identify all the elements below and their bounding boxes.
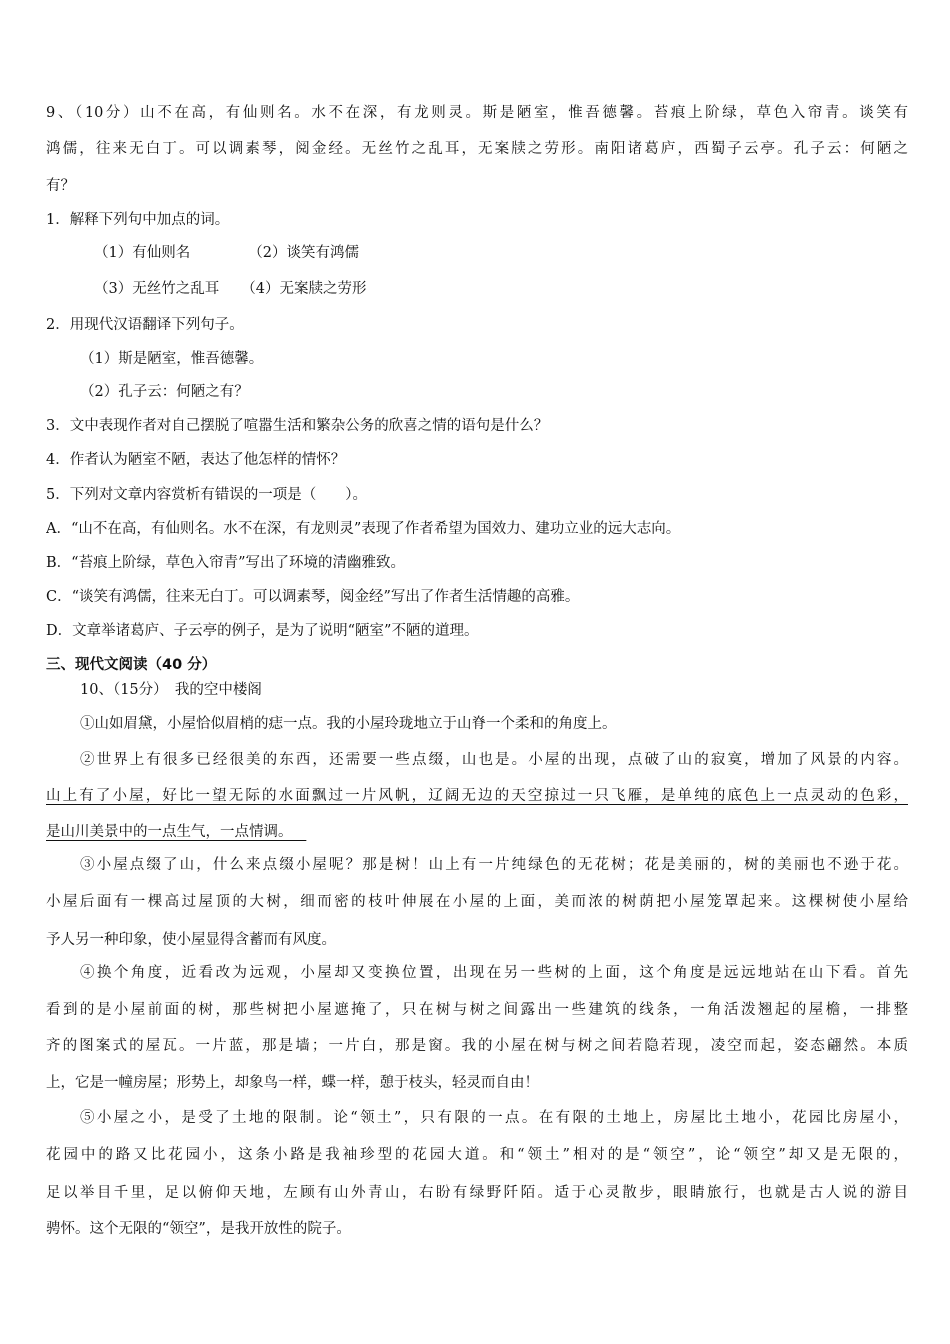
q9-sub1-item-2: （2）谈笑有鸿儒 <box>248 245 359 261</box>
paragraph-4-line-4: 上，它是一幢房屋；形势上，却象鸟一样，蝶一样，憩于枝头，轻灵而自由！ <box>46 1075 539 1091</box>
q9-sub1-item-1: （1）有仙则名 <box>94 245 191 261</box>
paragraph-2-line-2: 山上有了小屋，好比一望无际的水面飘过一片风帆，辽阔无边的天空掠过一只飞雁，是单纯的底色上一点灵动的色彩， <box>46 788 908 804</box>
q10-title: 10、（15分） 我的空中楼阁 <box>80 682 262 698</box>
q9-option-b: B．“苔痕上阶绿，草色入帘青”写出了环境的清幽雅致。 <box>46 555 405 571</box>
q9-line-1: 9、（10分）山不在高，有仙则名。水不在深，有龙则灵。斯是陋室，惟吾德馨。苔痕上阶绿，草色入帘青。谈笑有 <box>46 105 908 121</box>
paragraph-3-line-3: 予人另一种印象，使小屋显得含蓄而有风度。 <box>46 932 336 948</box>
q9-sub1-item-4: （4）无案牍之劳形 <box>241 281 367 297</box>
paragraph-2-line-3 <box>46 822 908 842</box>
paragraph-3-line-2: 小屋后面有一棵高过屋顶的大树，细而密的枝叶伸展在小屋的上面，美而浓的树荫把小屋笼罩起来。这棵树使小屋给 <box>46 894 908 910</box>
paragraph-4-line-1: ④换个角度，近看改为远观，小屋却又变换位置，出现在另一些树的上面，这个角度是远远地站在山下看。首先 <box>80 965 908 981</box>
underlined-sentence-end: 是山川美景中的一点生气，一点情调。 <box>46 824 293 840</box>
q9-sub5: 5．下列对文章内容赏析有错误的一项是（ ）。 <box>46 487 367 503</box>
q9-sub1-row-1 <box>94 243 908 263</box>
q9-line-2: 鸿儒，往来无白丁。可以调素琴，阅金经。无丝竹之乱耳，无案牍之劳形。南阳诸葛庐，西蜀子云亭。孔子云：何陋之 <box>46 141 908 157</box>
q9-sub1-row-2 <box>94 279 908 299</box>
q9-option-a: A．“山不在高，有仙则名。水不在深，有龙则灵”表现了作者希望为国效力、建功立业的远大志向。 <box>46 521 681 537</box>
paragraph-5-line-1: ⑤小屋之小，是受了土地的限制。论“领土”，只有限的一点。在有限的土地上，房屋比土地小，花园比房屋小， <box>80 1110 908 1126</box>
q9-sub2-title: 2．用现代汉语翻译下列句子。 <box>46 317 244 333</box>
q9-sub2-sentence-2: （2）孔子云：何陋之有？ <box>80 384 249 400</box>
paragraph-5-line-2: 花园中的路又比花园小，这条小路是我袖珍型的花园大道。和“领土”相对的是“领空”，论“领空”却又是无限的， <box>46 1147 908 1163</box>
paragraph-4-line-2: 看到的是小屋前面的树，那些树把小屋遮掩了，只在树与树之间露出一些建筑的线条，一角活泼翘起的屋檐，一排整 <box>46 1002 908 1018</box>
q9-sub1-title: 1．解释下列句中加点的词。 <box>46 212 230 228</box>
paragraph-5-line-4: 骋怀。这个无限的“领空”，是我开放性的院子。 <box>46 1221 351 1237</box>
q9-sub1-item-3: （3）无丝竹之乱耳 <box>94 281 220 297</box>
paragraph-2-line-1: ②世界上有很多已经很美的东西，还需要一些点缀，山也是。小屋的出现，点破了山的寂寞，增加了风景的内容。 <box>80 752 908 768</box>
q9-sub2-sentence-1: （1）斯是陋室，惟吾德馨。 <box>80 351 264 367</box>
section-3-heading: 三、现代文阅读（40 分） <box>46 657 217 673</box>
paragraph-1: ①山如眉黛，小屋恰似眉梢的痣一点。我的小屋玲珑地立于山脊一个柔和的角度上。 <box>80 716 617 732</box>
q9-line-3: 有？ <box>46 178 75 194</box>
paragraph-5-line-3: 足以举目千里，足以俯仰天地，左顾有山外青山，右盼有绿野阡陌。适于心灵散步，眼睛旅行，也就是古人说的游目 <box>46 1185 908 1201</box>
q9-sub3: 3．文中表现作者对自己摆脱了喧嚣生活和繁杂公务的欣喜之情的语句是什么？ <box>46 418 549 434</box>
q9-option-d: D．文章举诸葛庐、子云亭的例子，是为了说明“陋室”不陋的道理。 <box>46 623 479 639</box>
paragraph-4-line-3: 齐的图案式的屋瓦。一片蓝，那是墙；一片白，那是窗。我的小屋在树与树之间若隐若现，凌空而起，姿态翩然。本质 <box>46 1038 908 1054</box>
paragraph-3-line-1: ③小屋点缀了山，什么来点缀小屋呢？那是树！山上有一片纯绿色的无花树；花是美丽的，树的美丽也不逊于花。 <box>80 857 908 873</box>
q9-sub4: 4．作者认为陋室不陋，表达了他怎样的情怀？ <box>46 452 346 468</box>
q9-option-c: C．“谈笑有鸿儒，往来无白丁。可以调素琴，阅金经”写出了作者生活情趣的高雅。 <box>46 589 580 605</box>
